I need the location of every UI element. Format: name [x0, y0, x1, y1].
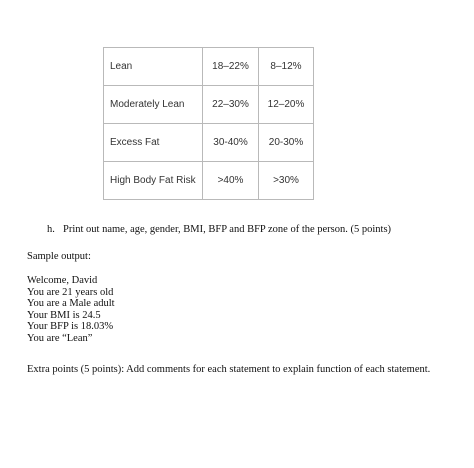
table-row — [104, 124, 314, 162]
zone-category-cell: Excess Fat — [104, 124, 203, 162]
zone-category-cell: Moderately Lean — [104, 86, 203, 124]
table-row — [104, 86, 314, 124]
male-range-cell: 20-30% — [259, 124, 314, 162]
female-range-cell: 18–22% — [203, 48, 259, 86]
male-range-cell: >30% — [259, 162, 314, 200]
sample-output-block — [27, 275, 115, 345]
output-line: Your BMI is 24.5 — [27, 309, 101, 321]
instruction-item-h — [47, 224, 391, 236]
zone-category-cell: High Body Fat Risk — [104, 162, 203, 200]
table-row — [104, 162, 314, 200]
table-row — [104, 48, 314, 86]
output-line: You are a Male adult — [27, 298, 115, 310]
male-range-cell: 8–12% — [259, 48, 314, 86]
output-line: Your BFP is 18.03% — [27, 321, 114, 333]
output-line: You are “Lean” — [27, 332, 93, 344]
body-fat-zone-table — [103, 47, 314, 200]
instruction-text: Print out name, age, gender, BMI, BFP and BFP zone of the person. (5 points) — [63, 224, 392, 235]
list-marker: h. — [47, 224, 55, 235]
female-range-cell: 22–30% — [203, 86, 259, 124]
output-line: Welcome, David — [27, 275, 98, 286]
zone-category-cell: Lean — [104, 48, 203, 86]
output-line: You are 21 years old — [27, 286, 114, 298]
extra-points-note: Extra points (5 points): Add comments for each statement to explain function of each statement. — [27, 364, 431, 375]
sample-output-label: Sample output: — [27, 251, 91, 262]
female-range-cell: 30-40% — [203, 124, 259, 162]
male-range-cell: 12–20% — [259, 86, 314, 124]
female-range-cell: >40% — [203, 162, 259, 200]
